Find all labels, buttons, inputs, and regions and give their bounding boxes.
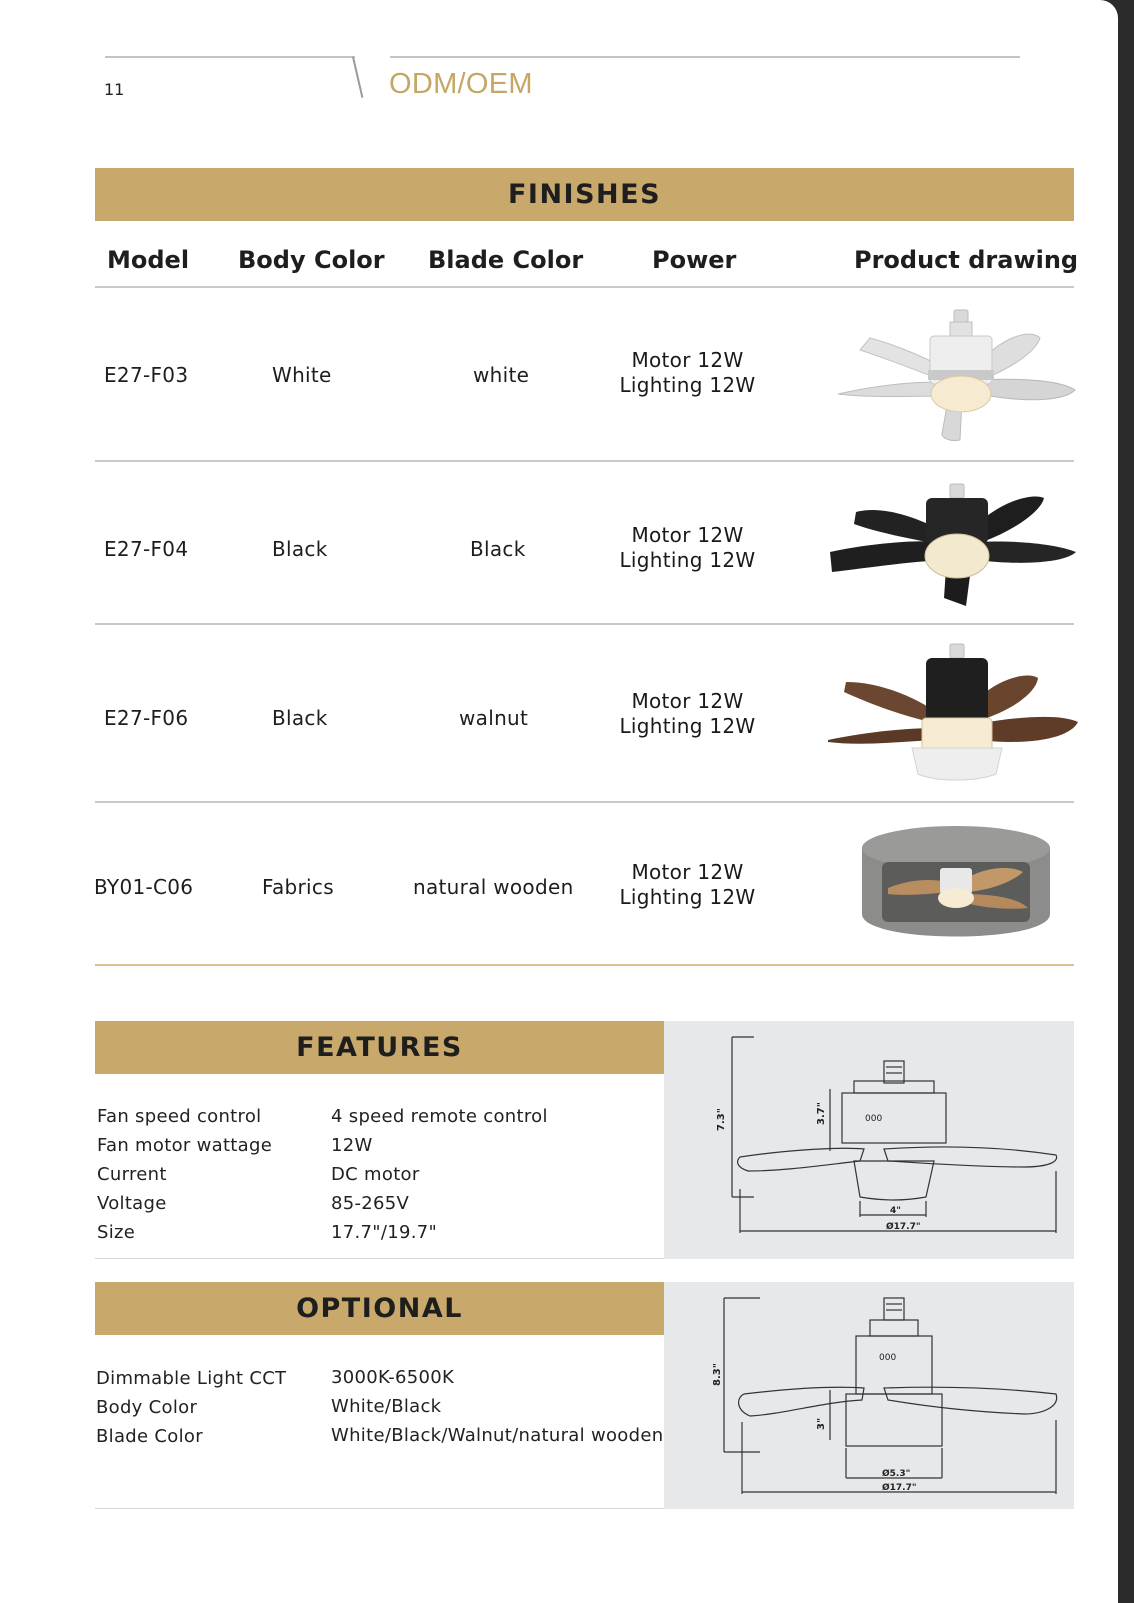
optional-label-body: Body Color [96,1397,198,1418]
col-product-drawing: Product drawing [854,246,1079,274]
feature-label-voltage: Voltage [97,1193,167,1214]
page-number: 11 [104,80,125,99]
row2-power [610,523,765,573]
features-dim-body: 3.7" [816,1102,827,1125]
feature-value-voltage: 85-265V [331,1193,410,1214]
feature-label-speed: Fan speed control [97,1106,262,1127]
feature-label-wattage: Fan motor wattage [97,1135,273,1156]
row1-body: White [272,363,332,387]
finishes-bottom-rule [95,964,1074,966]
row4-body: Fabrics [262,875,334,899]
row2-body: Black [272,537,328,561]
row4-model: BY01-C06 [94,875,194,899]
feature-value-speed: 4 speed remote control [331,1106,548,1127]
row1-product-image [830,308,1080,444]
optional-dim-height: 8.3" [712,1363,723,1386]
col-blade-color: Blade Color [428,246,584,274]
optional-label-blade: Blade Color [96,1426,203,1447]
optional-labels [96,1364,286,1451]
feature-value-current: DC motor [331,1164,420,1185]
features-diagram-panel [664,1021,1074,1259]
optional-title: OPTIONAL [296,1293,463,1324]
row3-rule [95,801,1074,803]
features-title: FEATURES [296,1032,463,1063]
optional-values [331,1363,663,1450]
row3-power-motor: Motor 12W [631,689,744,713]
feature-value-size: 17.7"/19.7" [331,1222,438,1243]
row3-body: Black [272,706,328,730]
finishes-title-bar [95,168,1074,221]
row4-power-motor: Motor 12W [631,860,744,884]
row2-power-motor: Motor 12W [631,523,744,547]
finishes-title: FINISHES [507,179,662,210]
feature-label-current: Current [97,1164,167,1185]
features-bulb-label: 000 [865,1114,883,1124]
row2-power-lighting: Lighting 12W [619,548,756,572]
optional-dim-span: Ø17.7" [882,1483,917,1493]
row1-power [610,348,765,398]
row3-product-image [826,642,1082,784]
features-title-bar [95,1021,664,1074]
row1-blade: white [473,363,530,387]
optional-bottom-rule [95,1508,664,1509]
row2-product-image [826,482,1080,606]
header-rule-left [105,56,355,58]
header-row-rule [95,286,1074,288]
row2-rule [95,623,1074,625]
row4-product-image [858,818,1054,946]
row3-power-lighting: Lighting 12W [619,714,756,738]
feature-value-wattage: 12W [331,1135,373,1156]
col-model: Model [107,246,190,274]
header-rule-right [390,56,1020,58]
col-power: Power [652,246,737,274]
optional-dimension-drawing [664,1282,1074,1509]
features-values [331,1102,548,1247]
row3-model: E27-F06 [104,706,189,730]
features-dim-height: 7.3" [716,1108,727,1131]
optional-title-bar [95,1282,664,1335]
optional-value-cct: 3000K-6500K [331,1367,455,1388]
features-labels [97,1102,272,1247]
row1-power-motor: Motor 12W [631,348,744,372]
brand-title: ODM/OEM [389,68,533,100]
row1-rule [95,460,1074,462]
row2-blade: Black [470,537,526,561]
row3-blade: walnut [459,706,529,730]
optional-dim-shade-height: 3" [816,1417,827,1430]
row3-power [610,689,765,739]
col-body-color: Body Color [238,246,385,274]
optional-value-body: White/Black [331,1396,442,1417]
row4-power-lighting: Lighting 12W [619,885,756,909]
row1-model: E27-F03 [104,363,189,387]
optional-label-cct: Dimmable Light CCT [96,1368,287,1389]
row4-blade: natural wooden [413,875,574,899]
optional-diagram-panel [664,1282,1074,1509]
features-dim-motor: 4" [890,1206,901,1216]
header-slash [352,57,363,98]
features-dimension-drawing [664,1021,1074,1259]
row1-power-lighting: Lighting 12W [619,373,756,397]
optional-dim-shade-dia: Ø5.3" [882,1469,911,1479]
feature-label-size: Size [97,1222,136,1243]
features-bottom-rule [95,1258,664,1259]
features-dim-span: Ø17.7" [886,1222,921,1232]
optional-value-blade: White/Black/Walnut/natural wooden [331,1425,664,1446]
optional-bulb-label: 000 [879,1353,897,1363]
row4-power [610,860,765,910]
row2-model: E27-F04 [104,537,189,561]
